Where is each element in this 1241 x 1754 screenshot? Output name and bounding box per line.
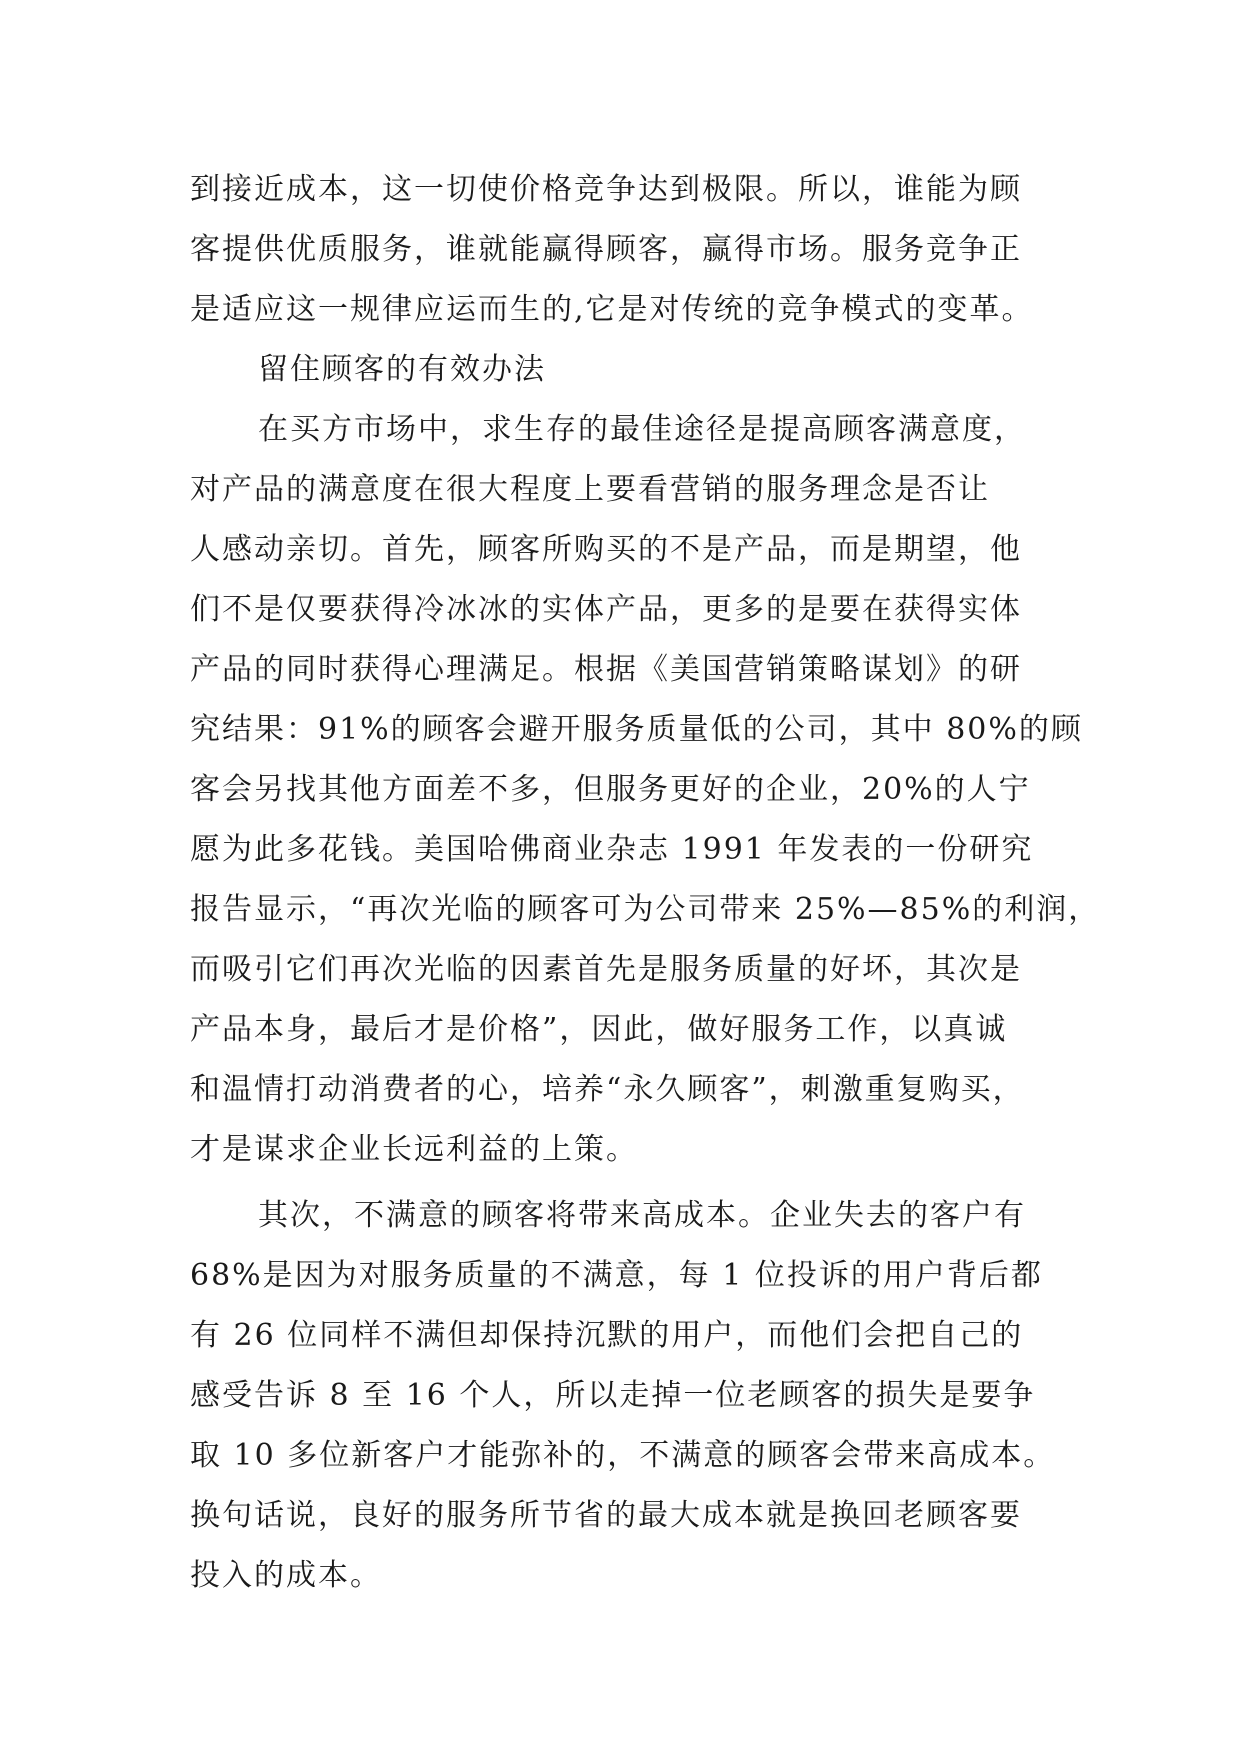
paragraph-line: 到接近成本，这一切使价格竞争达到极限。所以，谁能为顾 bbox=[190, 172, 1022, 207]
paragraph-line: 换句话说，良好的服务所节省的最大成本就是换回老顾客要 bbox=[190, 1498, 1022, 1533]
paragraph-line: 对产品的满意度在很大程度上要看营销的服务理念是否让 bbox=[190, 472, 990, 507]
paragraph-line: 产品本身，最后才是价格”，因此，做好服务工作，以真诚 bbox=[190, 1012, 1008, 1047]
paragraph-2 bbox=[190, 400, 1101, 1180]
paragraph-line: 人感动亲切。首先，顾客所购买的不是产品，而是期望，他 bbox=[190, 532, 1022, 567]
paragraph-line: 取 10 多位新客户才能弥补的，不满意的顾客会带来高成本。 bbox=[190, 1438, 1056, 1473]
paragraph-1 bbox=[190, 160, 1090, 340]
paragraph-line: 和温情打动消费者的心，培养“永久顾客”，刺激重复购买， bbox=[190, 1072, 1025, 1107]
paragraph-line: 其次，不满意的顾客将带来高成本。企业失去的客户有 bbox=[258, 1198, 1026, 1233]
paragraph-line: 们不是仅要获得冷冰冰的实体产品，更多的是要在获得实体 bbox=[190, 592, 1022, 627]
paragraph-line: 而吸引它们再次光临的因素首先是服务质量的好坏，其次是 bbox=[190, 952, 1022, 987]
paragraph-line: 客提供优质服务，谁就能赢得顾客，赢得市场。服务竞争正 bbox=[190, 232, 1022, 267]
paragraph-3 bbox=[190, 1186, 1090, 1606]
paragraph-line: 是适应这一规律应运而生的,它是对传统的竞争模式的变革。 bbox=[190, 292, 1034, 327]
paragraph-line: 究结果：91%的顾客会避开服务质量低的公司，其中 80%的顾 bbox=[190, 712, 1083, 747]
paragraph-line: 才是谋求企业长远利益的上策。 bbox=[190, 1132, 638, 1167]
paragraph-line: 感受告诉 8 至 16 个人，所以走掉一位老顾客的损失是要争 bbox=[190, 1378, 1036, 1413]
paragraph-line: 产品的同时获得心理满足。根据《美国营销策略谋划》的研 bbox=[190, 652, 1022, 687]
section-heading: 留住顾客的有效办法 bbox=[258, 352, 546, 387]
paragraph-line: 愿为此多花钱。美国哈佛商业杂志 1991 年发表的一份研究 bbox=[190, 832, 1034, 867]
paragraph-line: 有 26 位同样不满但却保持沉默的用户，而他们会把自己的 bbox=[190, 1318, 1024, 1353]
paragraph-line: 客会另找其他方面差不多，但服务更好的企业，20%的人宁 bbox=[190, 772, 1031, 807]
body-text bbox=[190, 160, 1101, 1606]
paragraph-line: 投入的成本。 bbox=[190, 1558, 382, 1593]
paragraph-line: 68%是因为对服务质量的不满意，每 1 位投诉的用户背后都 bbox=[190, 1258, 1043, 1293]
paragraph-line: 在买方市场中，求生存的最佳途径是提高顾客满意度， bbox=[258, 412, 1026, 447]
paragraph-line: 报告显示，“再次光临的顾客可为公司带来 25%—85%的利润， bbox=[190, 892, 1101, 927]
